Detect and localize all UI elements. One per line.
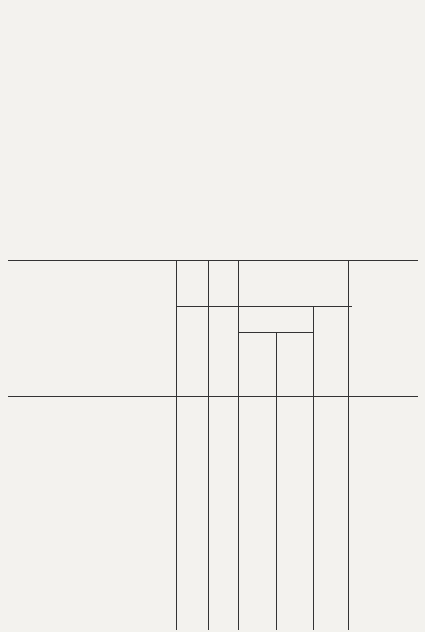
table-9 bbox=[8, 260, 418, 630]
